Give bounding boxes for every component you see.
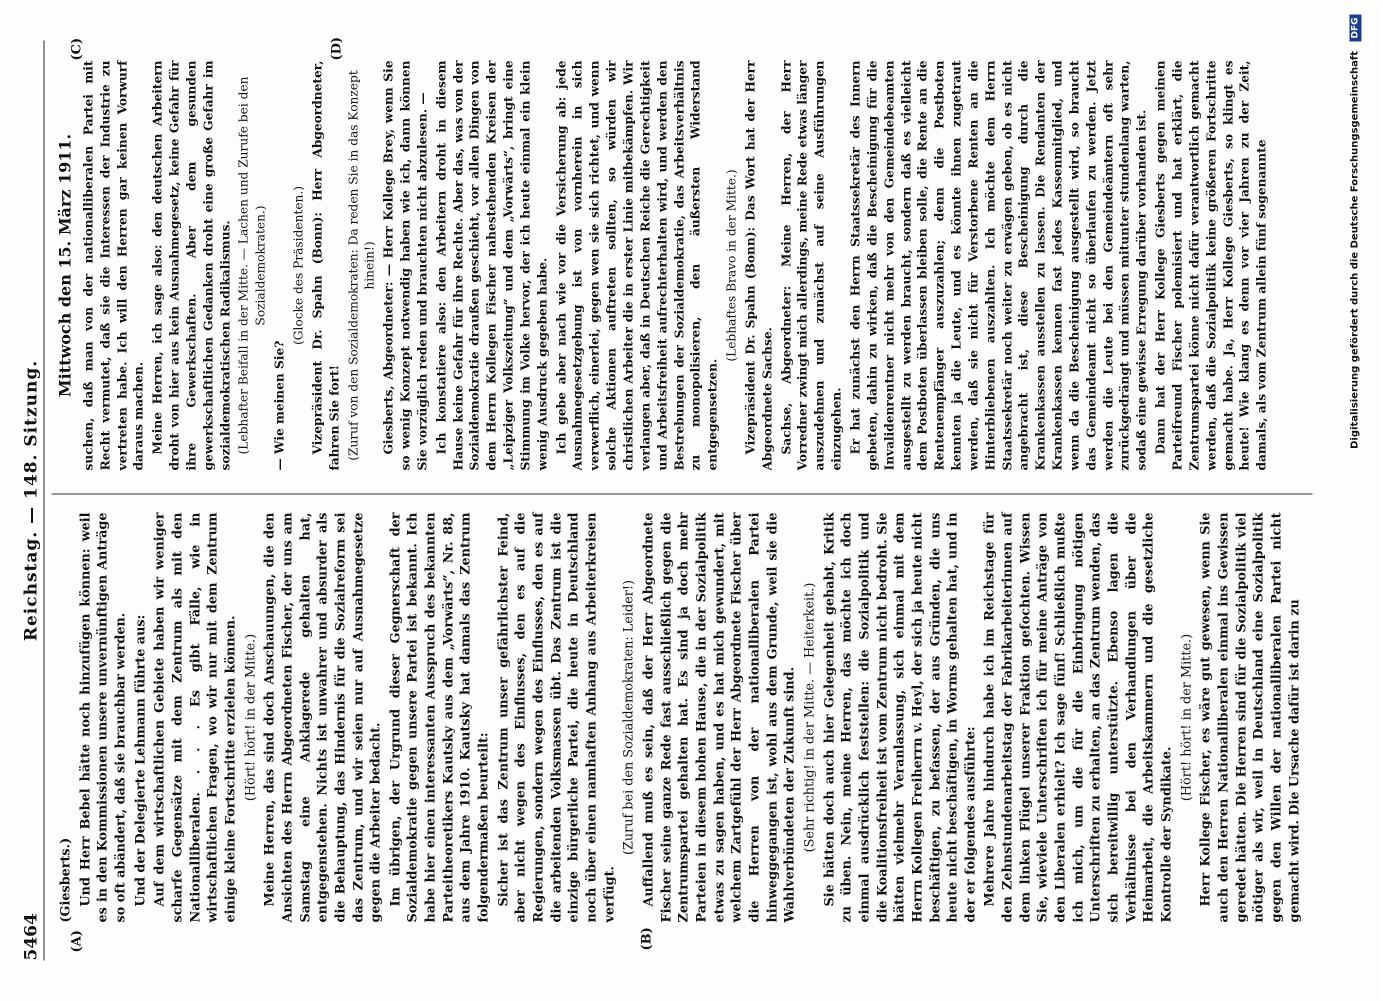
paragraph: Auf dem wirtschaftlichen Gebiete haben wir weniger scharfe Gegensätze mit dem Zentrum als mit den Nationalliberalen. . . . Es gibt Fälle, wie in wirtschaftlichen Fragen, wo wir nur mit dem Zentrum einige kleine Fortschritte erzielen können. [152, 512, 239, 923]
paragraph: — Wie meinen Sie? [272, 340, 287, 471]
paragraph: Sachse, Abgeordneter: Meine Herren, der Herr Vorredner zwingt mich allerdings, meine Rede etwas länger auszudehnen und zunächst auf seine Ausführungen einzugehen. [779, 60, 844, 471]
paragraph: Er hat zunächst den Herrn Staatssekretär des Innern gebeten, dahin zu wirken, daß die Bescheinigung für die Invalidenrentner nicht mehr von den Gemeindebeamten ausgestellt zu werden braucht, sondern daß es vielleicht dem Postboten überlassen bleiben solle, die Rente an die Rentenempfänger auszuzahlen; denn die Postboten kennten ja die Leute, und es könnte ihnen zugetraut werden, daß sie nicht für Verstorbene Renten an die Hinterbliebenen auszahlten. Ich möchte dem Herrn Staatssekretär noch weiter zu erwägen geben, ob es nicht angebracht ist, diese Bescheinigung durch die Krankenkassen ausstellen zu lassen. Die Rendanten der Krankenkassen kennen fast jedes Kassenmitglied, und wenn da die Bescheinigung ausgestellt wird, so braucht das Gemeindeamt nicht so überlaufen zu werden. Jetzt werden die Leute bei den Gemeindeämtern oft sehr zurückgedrängt und müssen mitunter stundenlang warten, sodaß eine gewisse Erregung darüber vorhanden ist. [848, 60, 1149, 471]
stage-direction: (Sehr richtig! in der Mitte. — Heiterkeit.) [802, 582, 818, 853]
dfg-badge: DFG [1350, 15, 1362, 42]
paragraph: Im übrigen, der Urgrund dieser Gegnerschaft der Sozialdemokratie gegen unsere Partei ist bekannt. Ich habe hier einen interessanten Ausspruch des bekannten Parteitheoretikers Kautsky aus dem „Vorwärts“, Nr. 88, aus dem Jahre 1910. Kautsky hat damals das Zentrum folgendermaßen beurteilt: [388, 512, 492, 923]
paragraph: Herr Kollege Fischer, es wäre gut gewesen, wenn Sie auch den Herren Nationalliberalen einmal ins Gewissen geredet hätten. Die Herren sind für die Sozialpolitik viel nötiger als wir, weil in Deutschland eine Sozialpolitik gegen den Willen der nationalliberalen Partei nicht gemacht wird. Die Ursache dafür ist darin zu [1198, 512, 1303, 923]
paragraph: Mehrere Jahre hindurch habe ich im Reichstage für den Zehnstundenarbeitstag der Fabrikarbeiterinnen auf dem linken Flügel unserer Fraktion gefochten. Wissen Sie, wieviele Unterschriften ich für meine Anträge von den Liberalen erhielt? Ich sage fünf! Schließlich mußte ich mich, um die für die Einbringung nötigen Unterschriften zu erhalten, an das Zentrum wenden, das sich bereitwillig unterstützte. Ebenso lagen die Verhältnisse bei den Verhandlungen über die Heimarbeit, die Arbeitskammern und die gesetzliche Kontrolle der Syndikate. [982, 512, 1175, 923]
paragraph: Giesberts, Abgeordneter: — Herr Kollege Brey, wenn Sie so wenig Konzept notwendig haben wie ich, dann können Sie vorzüglich reden und brauchten nicht abzulesen. — [381, 60, 430, 471]
paragraph: Ich gebe aber nach wie vor die Versicherung ab: jede Ausnahmegesetzgebung ist von vornherein in sich verwerflich, einerlei, gegen wen sie sich richtet, und wenn solche Aktionen auftreten sollten, so würden wir christlichen Arbeiter die in erster Linie mitbekämpfen. Wir verlangen aber, daß in Deutschen Reiche die Gerechtigkeit und Arbeitsfreiheit aufrechterhalten wird, und werden den Bestrebungen der Sozialdemokratie, das Arbeitsverhältnis zu monopolisieren, den äußersten Widerstand entgegensetzen. [554, 60, 720, 471]
column-divider [52, 494, 1313, 495]
credit-text: Digitalisierung gefördert durch die Deutsche Forschungsgemeinschaft [1349, 51, 1361, 449]
paragraph: Ich konstatiere also: den Arbeitern droht in diesem Hause keine Gefahr für ihre Rechte. Aber das, was von der Sozialdemokratie draußen geschieht, vor allen Dingen von dem Herrn Kollegen Fischer nahestehenden Kreisen der „Leipziger Volkszeitung“ und dem „Vorwärts“, bringt eine Stimmung im Volke hervor, der ich heute einmal ein klein wenig Ausdruck gegeben habe. [434, 60, 550, 471]
margin-marker-b: (B) [639, 927, 655, 951]
paragraph: (Giesberts.) [58, 837, 74, 923]
paragraph: Sie hätten doch auch hier Gelegenheit gehabt, Kritik zu üben. Nein, meine Herren, das möchte ich doch einmal ausdrücklich feststellen: die Sozialpolitik und die Koalitionsfreiheit ist vom Zentrum nicht bedroht. Sie hätten vielmehr Veranlassung, sich einmal mit dem Herrn Kollegen Freiherrn v. Heyl, der sich ja heute nicht beschäftigen, zu befassen, der aus Gründen, die uns heute nicht beschäftigen, in Worms gehalten hat, und in der er folgendes ausführte: [822, 512, 979, 923]
margin-marker-d: (D) [329, 36, 345, 61]
stage-direction: (Lebhafter Beifall in der Mitte. — Lachen und Zurufe bei den Sozialdemokraten.) [236, 76, 268, 455]
paragraph: Meine Herren, ich sage also: den deutschen Arbeitern droht von hier aus kein Ausnahmegesetz, keine Gefahr für ihre Gewerkschaften. Aber dem gesunden gewerkschaftlichen Gedanken droht eine große Gefahr im sozialdemokratischen Radikalismus. [150, 60, 233, 471]
page-title: Reichstag. — 148. Sitzung. [21, 359, 42, 642]
paragraph: Dann hat der Herr Kollege Giesberts gegen meinen Parteifreund Fischer polemisiert und hat erklärt, die Zentrumspartei könne nicht dafür verantwortlich gemacht werden, daß die Sozialpolitik keine größeren Fortschritte gemacht habe. Ja, Herr Kollege Giesberts, so klingt es heute! Wie klang es denn vor vier Jahren zu der Zeit, damals, als vom Zentrum allein fünf sogenannte [1153, 60, 1269, 471]
text-column-right [55, 60, 1313, 471]
paragraph: Vizepräsident Dr. Spahn (Bonn): Herr Abgeordneter, fahren Sie fort! [310, 60, 342, 471]
paragraph: Und Herr Bebel hätte noch hinzufügen können: weil es in den Kommissionen unsere unvernünftigen Anträge so oft abändert, daß sie brauchbar werden. [78, 512, 129, 923]
stage-direction: (Lebhaftes Bravo in der Mitte.) [724, 169, 739, 362]
paragraph: suchen, daß man von der nationalliberalen Partei mit Recht vermutet, daß sie die Interessen der Industrie zu vertreten habe. Ich will den Herren gar keinen Vorwurf daraus machen. [81, 60, 146, 471]
paragraph: Vizepräsident Dr. Spahn (Bonn): Das Wort hat der Herr Abgeordnete Sachse. [743, 60, 775, 471]
page-header [14, 41, 48, 961]
right-column-header: Mittwoch den 15. März 1911. [55, 133, 75, 398]
stage-direction: (Glocke des Präsidenten.) [291, 185, 306, 346]
margin-marker-c: (C) [69, 37, 85, 61]
paragraph: Und der Delegierte Lehmann führte aus: [133, 614, 149, 907]
header-rule [44, 41, 45, 961]
stage-direction: (Zuruf von den Sozialdemokraten: Da reden Sie in das Konzept hinein!) [346, 70, 377, 461]
stage-direction: (Zuruf bei den Sozialdemokraten: Leider!) [621, 580, 637, 855]
scanned-page [0, 1, 1383, 1001]
paragraph: Auffallend muß es sein, daß der Herr Abgeordnete Fischer seine ganze Rede fast ausschließlich gegen die Zentrumspartei gehalten hat. Es sind ja doch mehr Parteien in diesem hohen Hause, die in der Sozialpolitik etwas zu sagen haben, und es hat mich gewundert, mit welchem Zartgefühl der Herr Abgeordnete Fischer über die Herren von der nationalliberalen Partei hinweggegangen ist, wohl aus dem Grunde, weil sie die Wahlverbündeten der Zukunft sind. [641, 512, 798, 923]
page-number: 5464 [21, 913, 42, 961]
margin-marker-a: (A) [69, 930, 85, 953]
text-column-left [58, 513, 1313, 923]
digitization-credit [1350, 1, 1362, 1001]
paragraph: Sicher ist das Zentrum unser gefährlichster Feind, aber nicht wegen des Einflusses, den es auf die Regierungen, sondern wegen des Einflusses, den es auf die arbeitenden Volksmassen übt. Das Zentrum ist die einzige bürgerliche Partei, die heute in Deutschland noch über einen namhaften Anhang aus Arbeiterkreisen verfügt. [496, 512, 618, 923]
stage-direction: (Hört! hört! in der Mitte.) [1179, 633, 1195, 802]
stage-direction: (Hört! hört! in der Mitte.) [243, 633, 259, 802]
paragraph: Meine Herren, das sind doch Anschauungen, die den Ansichten des Herrn Abgeordneten Fischer, der uns am Samstag eine Anklagerede gehalten hat, entgegenstehen. Nichts ist unwahrer und absurder als die Behauptung, das Hindernis für die Sozialreform sei das Zentrum, und wir seien nur auf Ausnahmegesetze gegen die Arbeiter bedacht. [262, 512, 384, 923]
